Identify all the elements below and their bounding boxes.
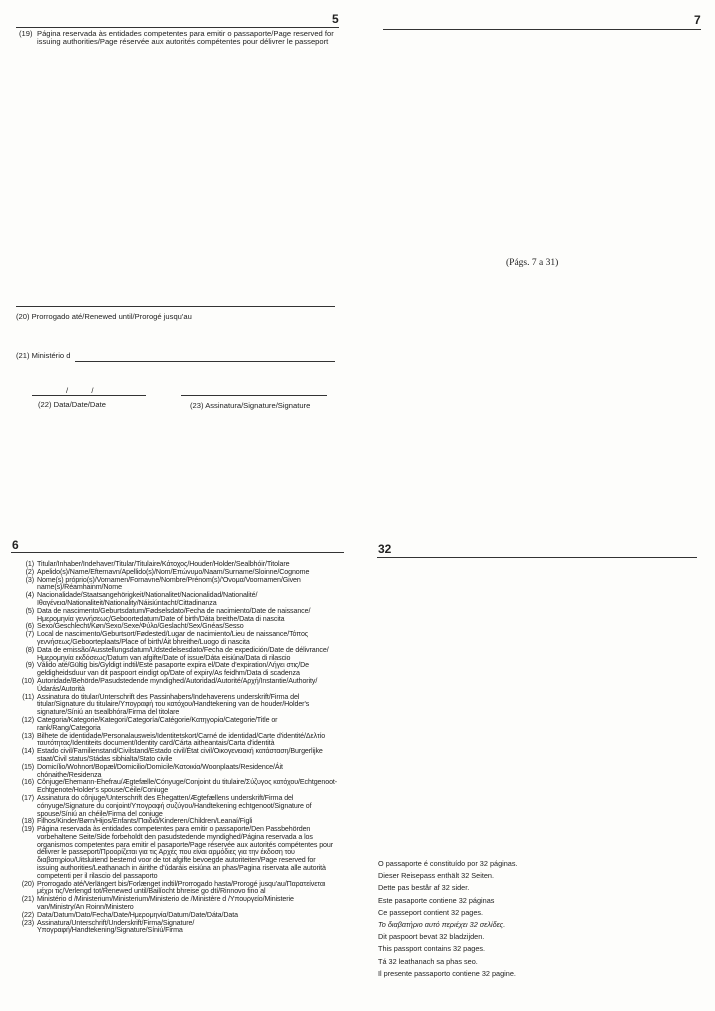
legend-item: (23) Assinatura/Unterschrift/Underskrift/Firma/Signature/Υπογραφή/Handtekening/Signature/Síniú/Firma (21, 918, 195, 935)
date-slashes: / / (66, 386, 94, 395)
legend-item: (9) Válido até/Gültig bis/Gyldigt indtil/Este pasaporte expira el/Date d'expiration/Λήγει στις/De geldigheidsduur van dit paspoort eindigt op/Date of expiry/As feidhm/Data di scadenza (25, 661, 309, 678)
legend-item: (11) Assinatura do titular/Unterschrift des Passinhabers/Indehaverens underskrift/Firma del titular/Signature du titulaire/Υπογραφή του κατόχου/Handtekening van de houder/Holder's signature/Síniú an tsealbhóra/Firma del titolare (22, 692, 310, 717)
legend-item: (20) Prorrogado até/Verlängert bis/Forlænget indtil/Prorrogado hasta/Prorogé jusqu'au/Παρατείνεται μέχρι τις/Verlengd tot/Renewed until/Bailíocht bhreise go dtí/Rinnovo fino al (21, 879, 326, 896)
field20-rule (16, 306, 335, 307)
field21-input-line[interactable] (75, 361, 335, 362)
page-count-line-ga: Tá 32 leathanach sa phas seo. (378, 956, 478, 966)
field22-label: (22) Data/Date/Date (38, 400, 106, 409)
legend-item: (22) Data/Datum/Dato/Fecha/Date/Ημερομηνία/Datum/Date/Dáta/Data (21, 910, 238, 919)
legend-item: (10) Autoridade/Behörde/Pasudstedende myndighed/Autoridad/Autorité/Αρχή/Instantie/Authority/Údarás/Autorità (21, 676, 318, 693)
page6-number: 6 (12, 538, 19, 552)
legend-item: (1) Titular/Inhaber/Indehaver/Titular/Titulaire/Κάτοχος/Houder/Holder/Sealbhóir/Titolare (25, 560, 290, 568)
field23-label: (23) Assinatura/Signature/Signature (190, 401, 311, 410)
page6-header-rule (11, 552, 344, 553)
field19-text: Página reservada às entidades competentes para emitir o passaporte/Page reserved for issuing authorities/Page réservée aux autorités compétentes pour délivrer le passeport (37, 29, 334, 47)
page-count-statements (378, 858, 518, 980)
legend-item: (16) Cônjuge/Ehemann-Ehefrau/Ægtefælle/Cónyuge/Conjoint du titulaire/Σύζυγος κατόχου/Echtgenoot-Echtgenote/Holder's spouse/Céile/Coniuge (21, 778, 338, 795)
legend-item: (4) Nacionalidade/Staatsangehörigkeit/Nationalitet/Nacionalidad/Nationalité/Ιθαγένεια/Nationaliteit/Nationality/Náisiúntacht/Cittadinanza (25, 591, 258, 607)
page-count-line-en: This passport contains 32 pages. (378, 944, 486, 954)
legend-item: (5) Data de nascimento/Geburtsdatum/Fødselsdato/Fecha de nacimiento/Date de naissance/Ημερομηνία γεννήσεως/Geboortedatum/Date of birth/Dáta breithe/Data di nascita (25, 606, 311, 623)
field-legend-list (12, 561, 338, 935)
field21-label: (21) Ministério d (16, 351, 71, 360)
page-count-line-el: Το διαβατήριο αυτό περιέχει 32 σελίδες. (378, 920, 506, 930)
legend-item: (14) Estado civil/Familienstand/Civilstand/Estado civil/État civil/Οικογενειακή κατάσταση/Burgerlijke staat/Civil status/Stádas sibhialta/Stato civile (21, 747, 323, 763)
page32-number: 32 (378, 542, 392, 556)
legend-item: (17) Assinatura do cônjuge/Unterschrift des Ehegatten/Ægtefællens underskrift/Firma del cónyuge/Signature du conjoint/Υπογραφή συζύγου/Handtekening echtgenoot/Signature of spouse/Síniú an chéile/Firma del coniuge (21, 793, 312, 818)
page5-number: 5 (332, 12, 339, 26)
page-count-line-da: Dette pas består af 32 sider. (378, 883, 470, 893)
legend-item: (2) Apelido(s)/Name/Efternavn/Apellido(s)/Nom/Επώνυμο/Naam/Surname/Sloinne/Cognome (25, 567, 310, 576)
signature-input-line[interactable] (181, 395, 327, 396)
legend-item: (19) Página reservada às entidades competentes para emitir o passaporte/Den Passbehörden vorbehaltene Seite/Side forbeholdt den pasudstedende myndighed/Página reservada a los organismos competentes para emitir el pasaporte/Page réservée aux autorités compétentes pour délivrer le passeport/Προορίζεται για τις Αρχές που είναι αρμόδιες για την έκδοση του διαβατηρίου/Uitsluitend bestemd voor de tot afgifte bevoegde autoriteiten/Page reserved for issuing authorities/Leathanach in áirithe d'údaráis eisiúna an phas/Pagina riservata alle autorità competenti per il rilascio del passaporto (21, 825, 333, 880)
legend-item: (12) Categoria/Kategorie/Kategori/Categoría/Catégorie/Κατηγορία/Categorie/Title or rank/Rang/Categoria (21, 715, 278, 732)
page-count-line-fr: Ce passeport contient 32 pages. (378, 907, 484, 917)
page32-header-rule (377, 557, 697, 558)
page5-header-rule (16, 27, 339, 28)
legend-item: (6) Sexo/Geschlecht/Køn/Sexo/Sexe/Φύλο/Geslacht/Sex/Gnéas/Sesso (25, 622, 244, 631)
page-count-line-it: Il presente passaporto contiene 32 pagine. (378, 968, 516, 978)
field20-label: (20) Prorrogado até/Renewed until/Prorogé jusqu'au (16, 312, 192, 321)
page7-header-rule (383, 29, 701, 30)
field19-number: (19) (19, 29, 33, 38)
page7-pages-note: (Págs. 7 a 31) (506, 258, 559, 268)
legend-item: (21) Ministério d /Ministerium/Ministerium/Ministerio de /Ministère d /Υπουργείο/Ministerie van/Ministry/An Roinn/Ministero (21, 895, 294, 912)
legend-item: (7) Local de nascimento/Geburtsort/Fødested/Lugar de nacimiento/Lieu de naissance/Τόπος γεννήσεως/Geboorteplaats/Place of birth/Áit bhreithe/Luogo di nascita (25, 630, 309, 646)
page-count-line-de: Dieser Reisepass enthält 32 Seiten. (378, 871, 495, 881)
legend-item: (8) Data de emissão/Ausstellungsdatum/Udstedelsesdato/Fecha de expedición/Date de délivrance/Ημερομηνία εκδόσεως/Datum van afgifte/Date of issue/Dáta eisiúna/Data di rilascio (25, 645, 329, 662)
legend-item: (3) Nome(s) próprio(s)/Vornamen/Fornavne/Nombre/Prénom(s)/'Ονομα/Voornamen/Given name(s)/Réamhainm/Nome (25, 575, 301, 592)
legend-item: (15) Domicílio/Wohnort/Bopæl/Domicilio/Domicile/Κατοικία/Woonplaats/Residence/Áit chónaithe/Residenza (21, 762, 283, 779)
legend-item: (13) Bilhete de identidade/Personalausweis/Identitetskort/Carné de identidad/Carte d'identité/Δελτίο ταυτότητας/Identiteits document/Identity card/Cárta aitheantais/Carta d'identità (21, 731, 326, 748)
page7-number: 7 (694, 13, 701, 27)
field19-block (19, 30, 339, 46)
page-count-line-es: Este pasaporte contiene 32 páginas (378, 895, 495, 905)
legend-item: (18) Filhos/Kinder/Børn/Hijos/Enfants/Παιδιά/Kinderen/Children/Leanaí/Figli (21, 817, 253, 826)
page-count-line-nl: Dit paspoort bevat 32 bladzijden. (378, 932, 485, 942)
page-count-line-pt: O passaporte é constituído por 32 páginas. (378, 859, 518, 868)
